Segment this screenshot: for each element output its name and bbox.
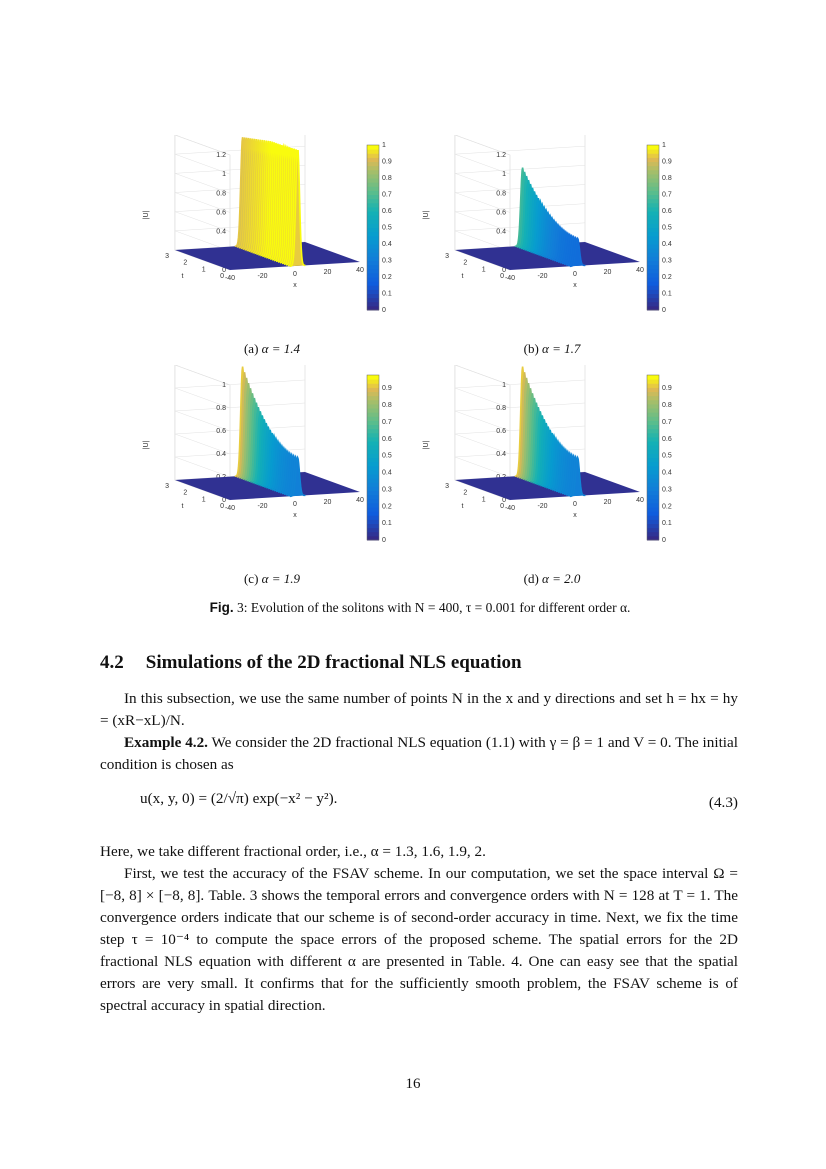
z-tick-label: 1 [502,171,506,179]
t-tick-label: 1 [481,496,486,504]
x-tick-label: -40 [224,505,236,512]
paragraph-example [100,732,738,776]
z-tick-label: 0.6 [216,428,226,435]
x-tick-label: -20 [537,273,548,280]
z-tick-label: 0.6 [496,428,506,435]
colorbar-tick-label: 0.7 [382,191,392,199]
x-axis-label: x [293,512,297,519]
z-tick-label: 0.6 [216,209,226,217]
colorbar-tick-label: 0.4 [662,469,672,477]
colorbar-tick-label: 0.6 [662,435,672,443]
colorbar-tick-label: 0 [382,307,386,314]
x-tick-label: 0 [293,501,297,508]
colorbar-tick-label: 0.6 [382,208,392,215]
z-tick-label: 1 [502,382,506,389]
z-tick-label: 0.4 [496,451,506,458]
t-tick-label: 0 [220,273,224,280]
colorbar-tick-label: 0.2 [662,503,672,511]
colorbar-tick-label: 0.8 [382,175,392,182]
colorbar-tick-label: 0.9 [662,385,672,393]
colorbar-tick-label: 0.6 [662,208,672,215]
x-tick-label: -20 [257,503,268,510]
x-tick-label: 40 [356,267,364,274]
z-tick-label: 0.4 [496,228,506,236]
colorbar-tick-label: 0.8 [382,402,392,410]
colorbar-tick-label: 0 [662,537,666,544]
t-axis-label: t [461,273,464,280]
colorbar-tick-label: 0.5 [382,224,392,232]
colorbar-tick-label: 0.1 [382,290,392,298]
t-tick-label: 1 [481,266,486,274]
figure-panel-d [410,365,710,605]
figure-panel-c [130,365,430,605]
colorbar-tick-label: 0.1 [662,520,672,528]
colorbar-tick-label: 0.3 [662,257,672,265]
z-axis-label: |U| [143,440,150,450]
surface [235,137,306,266]
z-axis-label: |U| [423,210,430,220]
x-tick-label: 0 [573,271,577,278]
example-label: Example 4.2. [124,734,208,751]
colorbar-tick-label: 0.2 [382,503,392,511]
equation-number: (4.3) [708,794,738,811]
surface-plot-c [130,365,430,565]
z-tick-label: 0.8 [496,190,506,198]
colorbar-tick-label: 0.1 [662,290,672,298]
t-tick-label: 3 [165,253,169,260]
t-axis-label: t [461,503,464,510]
colorbar-tick-label: 0.8 [662,402,672,410]
z-tick-label: 0 [502,497,506,504]
x-tick-label: 20 [323,269,332,276]
paragraph-accuracy: First, we test the accuracy of the FSAV scheme. In our computation, we set the space interval Ω = [−8, 8] × [−8, 8]. Table. 3 shows the temporal errors and convergence orders with N = 128 at T = 1. The convergence orders indicate that our scheme is of second-order accuracy in time. Next, we fix the time step τ = 10⁻⁴ to compute the space errors of the proposed scheme. The spatial errors for the 2D fractional NLS equation with different α are presented in Table. 4. One can easy see that the spatial errors are very small. It confirms that for the sufficiently smooth problem, the FSAV scheme is of spectral accuracy in spatial direction. [100,865,738,1014]
colorbar [367,375,392,544]
x-tick-label: -20 [537,503,548,510]
z-axis-label: |U| [143,210,150,220]
colorbar-tick-label: 0.3 [382,486,392,494]
t-tick-label: 1 [201,496,206,504]
z-tick-label: 0.4 [216,451,226,458]
z-tick-label: 1 [222,171,226,179]
colorbar-tick-label: 1 [382,142,386,149]
x-tick-label: 0 [293,271,297,278]
t-tick-label: 2 [463,489,468,497]
colorbar-tick-label: 0.7 [662,418,672,426]
t-tick-label: 3 [445,253,449,260]
z-tick-label: 0.8 [216,405,226,412]
x-axis-label: x [573,512,577,519]
t-tick-label: 3 [165,483,169,490]
colorbar [367,142,392,314]
colorbar-tick-label: 0.4 [382,241,392,248]
figure-panel-a [130,135,430,375]
x-axis-label: x [293,282,297,289]
colorbar-tick-label: 0.9 [662,158,672,166]
z-tick-label: 0.4 [216,228,226,236]
colorbar-tick-label: 0 [382,537,386,544]
colorbar-tick-label: 0.4 [382,469,392,477]
colorbar-tick-label: 0.8 [662,175,672,182]
example-text: We consider the 2D fractional NLS equation (1.1) with γ = β = 1 and V = 0. The initial condition is chosen as [100,734,738,773]
section-heading [100,652,522,674]
t-tick-label: 3 [445,483,449,490]
colorbar-tick-label: 0.6 [382,435,392,443]
t-axis-label: t [181,503,184,510]
figure-caption-text: 3: Evolution of the solitons with N = 400, τ = 0.001 for different order α. [233,600,631,615]
surface-plot-b [410,135,710,335]
colorbar-tick-label: 0.2 [662,274,672,281]
t-tick-label: 0 [500,273,504,280]
t-tick-label: 2 [183,489,188,497]
t-axis-label: t [181,273,184,280]
subcaption-b: (b) α = 1.7 [523,341,581,356]
page-number: 16 [405,1076,421,1092]
colorbar-tick-label: 0.7 [662,191,672,199]
z-tick-label: 1 [222,382,226,389]
colorbar-tick-label: 0.3 [662,486,672,494]
colorbar-tick-label: 0.9 [382,158,392,166]
t-tick-label: 2 [463,259,468,267]
x-axis-label: x [573,282,577,289]
x-tick-label: 0 [573,501,577,508]
colorbar-tick-label: 0.4 [662,241,672,248]
colorbar-tick-label: 0.7 [382,418,392,426]
colorbar-tick-label: 0 [662,307,666,314]
z-axis-label: |U| [423,440,430,450]
x-tick-label: 40 [636,497,644,504]
figure-caption-label: Fig. [209,600,234,615]
surface-plot-a [130,135,430,335]
subcaption-d: (d) α = 2.0 [523,571,581,586]
paragraph-orders: Here, we take different fractional order, i.e., α = 1.3, 1.6, 1.9, 2. [100,843,486,860]
x-tick-label: -40 [504,505,516,512]
subcaption-c: (c) α = 1.9 [243,571,301,586]
colorbar-tick-label: 1 [662,142,666,149]
z-tick-label: 0 [222,267,226,274]
x-tick-label: 40 [636,267,644,274]
x-tick-label: -40 [504,275,516,282]
z-tick-label: 0.8 [216,190,226,198]
surface-plot-d [410,365,710,565]
section-title: Simulations of the 2D fractional NLS equation [145,652,522,673]
t-tick-label: 0 [500,503,504,510]
figure-panel-b [410,135,710,375]
colorbar-tick-label: 0.5 [662,224,672,232]
z-tick-label: 1.2 [496,152,506,159]
figure-caption [100,600,740,616]
z-tick-label: 0.8 [496,405,506,412]
equation-initial-condition: u(x, y, 0) = (2/√π) exp(−x² − y²). [140,790,338,807]
x-tick-label: 20 [603,269,612,276]
t-tick-label: 0 [220,503,224,510]
x-tick-label: 20 [603,499,612,506]
z-tick-label: 0 [222,497,226,504]
colorbar-tick-label: 0.9 [382,385,392,393]
colorbar-tick-label: 0.1 [382,520,392,528]
colorbar [647,142,672,314]
colorbar [647,375,672,544]
colorbar-tick-label: 0.2 [382,274,392,281]
section-number: 4.2 [100,652,124,673]
z-tick-label: 0.6 [496,209,506,217]
colorbar-tick-label: 0.5 [382,452,392,460]
colorbar-tick-label: 0.5 [662,452,672,460]
subcaption-a: (a) α = 1.4 [243,341,301,356]
colorbar-tick-label: 0.3 [382,257,392,265]
z-tick-label: 0 [502,267,506,274]
x-tick-label: 20 [323,499,332,506]
t-tick-label: 1 [201,266,206,274]
x-tick-label: -40 [224,275,236,282]
x-tick-label: -20 [257,273,268,280]
paragraph-intro: In this subsection, we use the same number of points N in the x and y directions and set h = hx = hy = (xR−xL)/N. [100,690,738,729]
z-tick-label: 1.2 [216,152,226,159]
x-tick-label: 40 [356,497,364,504]
t-tick-label: 2 [183,259,188,267]
